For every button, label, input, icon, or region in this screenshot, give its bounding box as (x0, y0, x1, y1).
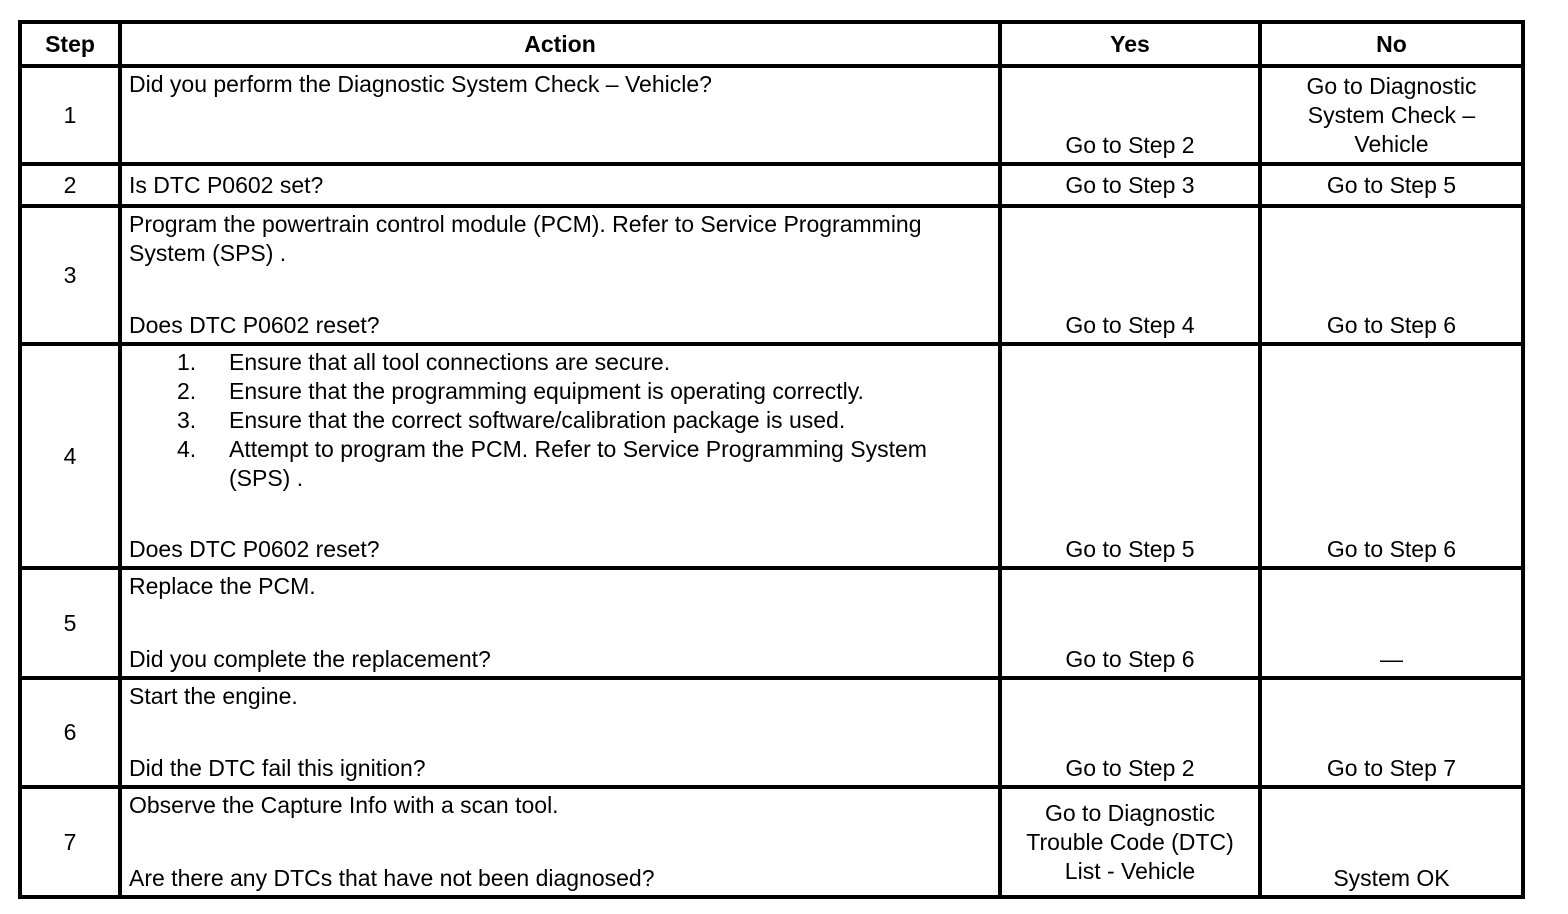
action-cell (120, 787, 1000, 897)
step-number: 3 (20, 206, 120, 344)
table-row (20, 344, 1523, 568)
yes-cell: Go to Step 5 (1000, 344, 1260, 568)
action-cell (120, 568, 1000, 678)
list-text: Ensure that the correct software/calibration package is used. (229, 407, 846, 433)
list-number: 2. (177, 378, 197, 404)
action-cell (120, 344, 1000, 568)
no-text: Go to Diagnostic System Check – Vehicle (1306, 73, 1477, 157)
yes-cell: Go to Step 2 (1000, 678, 1260, 787)
no-cell: Go to Step 5 (1260, 164, 1523, 206)
action-cell (120, 66, 1000, 164)
action-question: Did the DTC fail this ignition? (129, 755, 426, 781)
step-number: 2 (20, 164, 120, 206)
action-text: Start the engine. (129, 683, 298, 709)
action-cell (120, 206, 1000, 344)
yes-cell: Go to Step 4 (1000, 206, 1260, 344)
header-step: Step (20, 22, 120, 66)
yes-text: Go to Diagnostic Trouble Code (DTC) List - Vehicle (1026, 800, 1234, 884)
action-question: Are there any DTCs that have not been diagnosed? (129, 865, 655, 891)
action-text: Did you perform the Diagnostic System Check – Vehicle? (129, 71, 712, 97)
action-question: Does DTC P0602 reset? (129, 536, 380, 562)
list-number: 1. (177, 349, 197, 375)
table-row (20, 206, 1523, 344)
step-number: 5 (20, 568, 120, 678)
header-row (20, 22, 1523, 66)
diagnostic-table (18, 20, 1525, 899)
action-question: Did you complete the replacement? (129, 646, 491, 672)
list-text: Ensure that all tool connections are secure. (229, 349, 671, 375)
action-text: Replace the PCM. (129, 573, 316, 599)
no-cell: — (1260, 568, 1523, 678)
no-cell: Go to Step 6 (1260, 344, 1523, 568)
list-item (177, 406, 991, 435)
action-text: Observe the Capture Info with a scan tool. (129, 792, 559, 818)
no-cell: System OK (1260, 787, 1523, 897)
action-cell (120, 164, 1000, 206)
action-text: Is DTC P0602 set? (129, 171, 324, 198)
action-question: Does DTC P0602 reset? (129, 312, 380, 338)
table-row (20, 66, 1523, 164)
header-action: Action (120, 22, 1000, 66)
step-number: 4 (20, 344, 120, 568)
list-number: 4. (177, 436, 197, 462)
yes-cell: Go to Step 3 (1000, 164, 1260, 206)
no-cell (1260, 66, 1523, 164)
list-item (177, 348, 991, 377)
list-item (177, 377, 991, 406)
table-row (20, 787, 1523, 897)
no-cell: Go to Step 7 (1260, 678, 1523, 787)
no-cell: Go to Step 6 (1260, 206, 1523, 344)
step-number: 7 (20, 787, 120, 897)
step-number: 6 (20, 678, 120, 787)
header-no: No (1260, 22, 1523, 66)
list-text: Attempt to program the PCM. Refer to Service Programming System (SPS) . (229, 436, 927, 491)
table-row (20, 164, 1523, 206)
list-number: 3. (177, 407, 197, 433)
list-item (177, 435, 991, 493)
list-text: Ensure that the programming equipment is operating correctly. (229, 378, 864, 404)
action-cell (120, 678, 1000, 787)
yes-cell: Go to Step 6 (1000, 568, 1260, 678)
procedure-list (129, 348, 991, 493)
step-number: 1 (20, 66, 120, 164)
table-row (20, 678, 1523, 787)
action-text: Program the powertrain control module (PCM). Refer to Service Programming System (SPS) . (129, 211, 922, 266)
yes-cell: Go to Step 2 (1000, 66, 1260, 164)
yes-cell (1000, 787, 1260, 897)
table-row (20, 568, 1523, 678)
header-yes: Yes (1000, 22, 1260, 66)
